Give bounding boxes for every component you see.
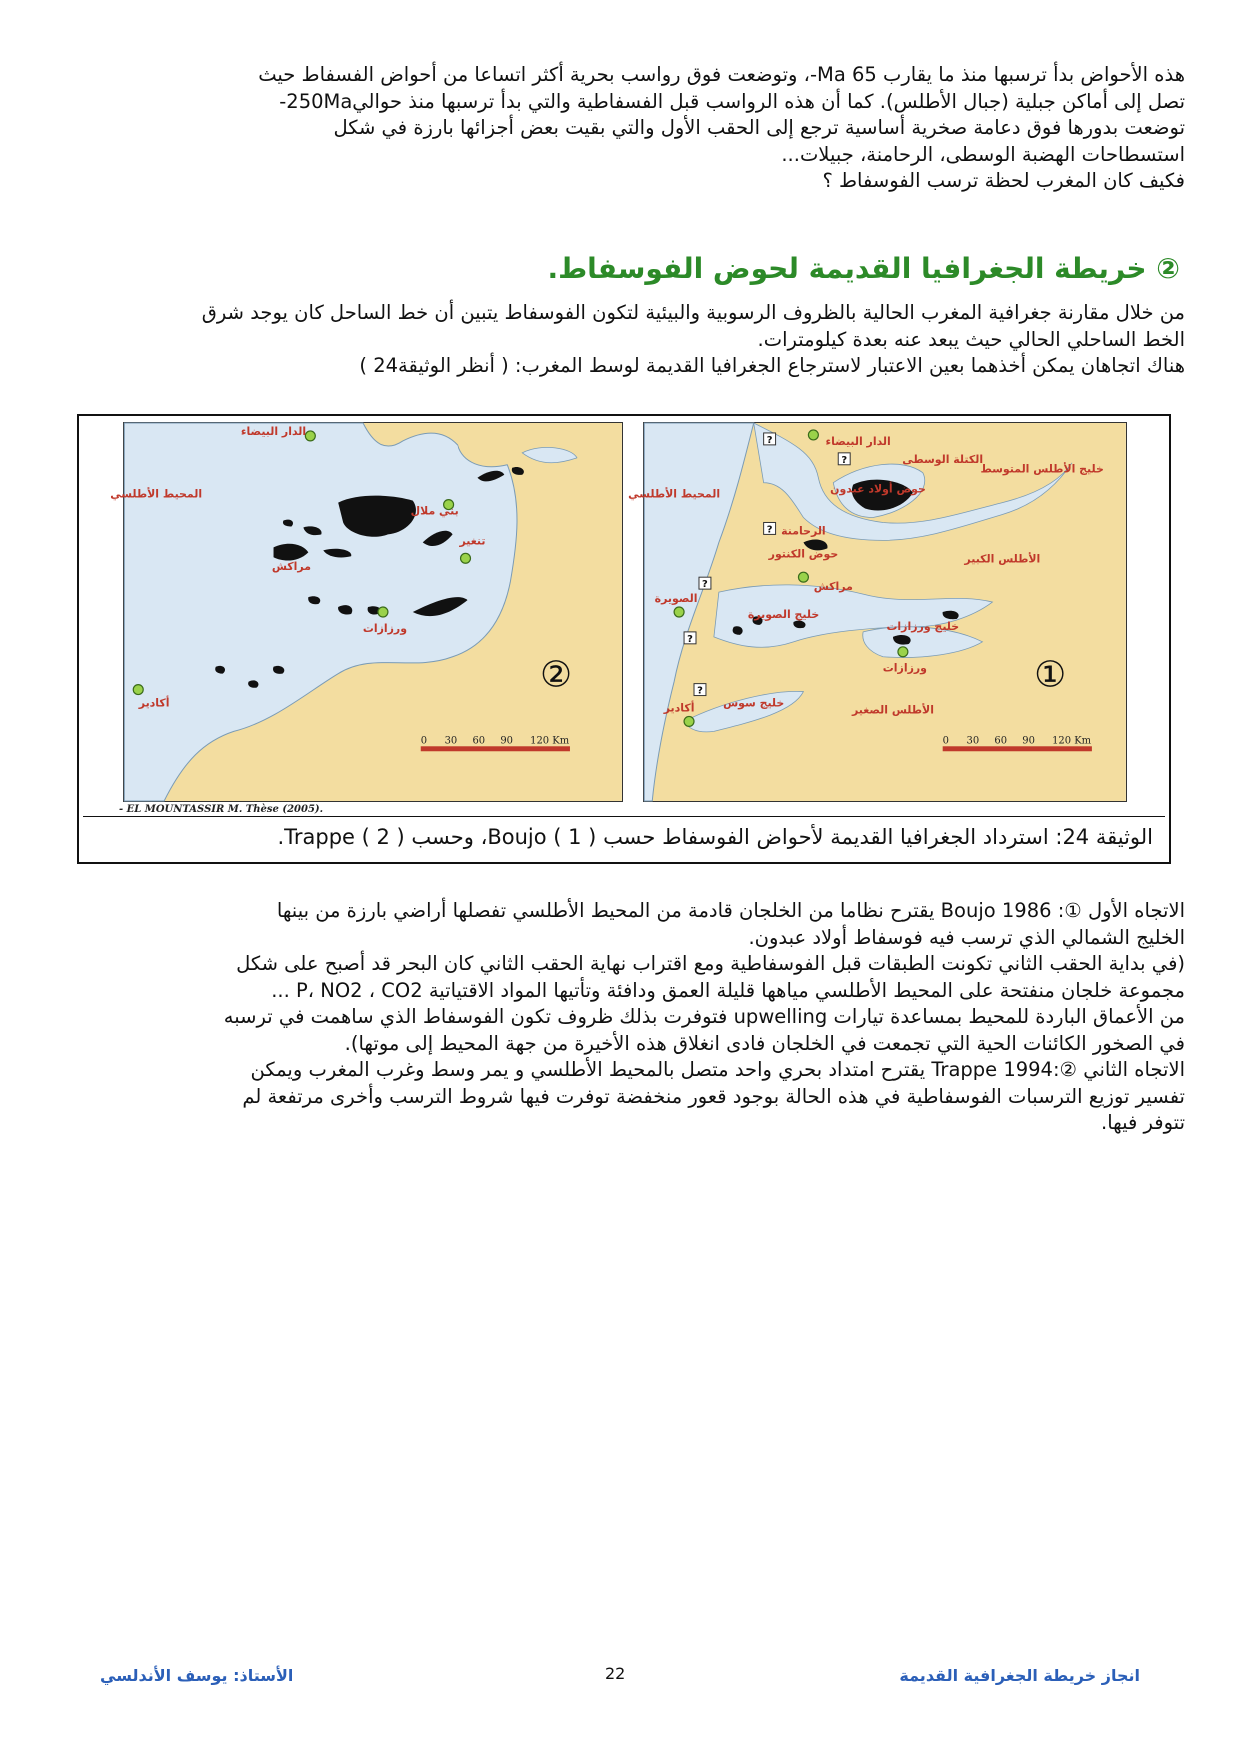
section-line: هناك اتجاهان يمكن أخذهما بعين الاعتبار لاسترجاع الجغرافيا القديمة لوسط المغرب: ( أنظر الوثيقة24 ) <box>359 354 1185 377</box>
question-mark: ? <box>702 579 708 591</box>
label-atlantic: المحيط الأطلسي <box>110 487 203 501</box>
scale-tick: 120 Km <box>530 735 570 747</box>
label-ouarzazate: ورزازات <box>882 661 927 675</box>
discussion-line: الخليج الشمالي الذي ترسب فيه فوسفاط أولاد عبدون. <box>748 925 1185 949</box>
intro-paragraph <box>55 62 1185 195</box>
label-marrakech: مراكش <box>271 560 312 574</box>
scale-tick: 0 <box>420 735 428 747</box>
label-agadir: أكادير <box>663 701 695 715</box>
city-dot-agadir <box>684 716 694 726</box>
scale-tick: 60 <box>472 735 486 747</box>
label-souss-gulf: خليج سوس <box>723 696 785 710</box>
discussion-line: من الأعماق الباردة للمحيط بمساعدة تيارات upwelling فتوفرت بذلك ظروف تكون الفوسفاط الذي ساهمت في ترسبه <box>223 1005 1185 1028</box>
city-dot-tinghir <box>461 553 471 563</box>
discussion-line: في الصخور الكائنات الحية التي تجمعت في الخلجان فادى انغلاق هذه الأخيرة من جهة المحيط إلى موتها). <box>344 1031 1185 1055</box>
label-tinghir: تنغير <box>459 534 486 548</box>
label-ouarzazate-gulf: خليج ورزازات <box>886 619 960 633</box>
discussion-line: (في بداية الحقب الثاني تكونت الطبقات قبل الفوسفاطية ومع اقتراب نهاية الحقب الثاني كان البحر قد أصبح على شكل <box>236 952 1185 975</box>
label-rehamna: الرحامنة <box>781 524 826 538</box>
label-central-massif: الكتلة الوسطى <box>902 452 984 466</box>
map-trappe-drawing <box>110 423 622 801</box>
scale-tick: 120 Km <box>1052 735 1092 747</box>
intro-question: فكيف كان المغرب لحظة ترسب الفوسفاط ؟ <box>822 169 1185 192</box>
intro-line: استسطاحات الهضبة الوسطى، الرحامنة، جبيلات... <box>781 142 1185 166</box>
intro-line: توضعت بدورها فوق دعامة صخرية أساسية ترجع إلى الحقب الأول والتي بقيت بعض أجزائها بارزة في شكل <box>333 116 1185 139</box>
question-mark: ? <box>841 454 848 466</box>
label-essaouira-gulf: خليج الصويرة <box>747 607 820 621</box>
question-mark: ? <box>766 524 773 536</box>
scale-bar-fill <box>943 746 1092 751</box>
scale-tick: 30 <box>444 735 458 747</box>
label-anti-atlas: الأطلس الصغير <box>851 703 934 717</box>
discussion-paragraph <box>55 898 1185 1137</box>
label-casablanca: الدار البيضاء <box>825 434 891 448</box>
intro-line: تصل إلى أماكن جبلية (جبال الأطلس). كما أن هذه الرواسب قبل الفسفاطية والتي بدأ ترسبها منذ حوالي250Ma- <box>279 89 1185 113</box>
figure-credit: - EL MOUNTASSIR M. Thèse (2005). <box>119 804 324 815</box>
scale-bar-fill <box>421 746 570 751</box>
footer-title: انجاز خريطة الجغرافية القديمة <box>899 1666 1140 1685</box>
city-dot-casablanca <box>305 431 315 441</box>
section-line: من خلال مقارنة جغرافية المغرب الحالية بالظروف الرسوبية والبيئية لتكون الفوسفاط يتبين أن خط الساحل كان يوجد شرق <box>201 301 1185 324</box>
city-dot-agadir <box>133 685 143 695</box>
discussion-line: الاتجاه الأول ①: Boujo 1986 يقترح نظاما من الخلجان قادمة من المحيط الأطلسي تفصلها أراضي بارزة من بينها <box>276 899 1185 922</box>
discussion-line: مجموعة خلجان منفتحة على المحيط الأطلسي مياهها قليلة العمق ودافئة وتأتيها المواد الاقتياتية P، NO2 ، CO2 ... <box>271 978 1185 1002</box>
document-24-figure <box>77 414 1171 864</box>
footer-author: الأستاذ: يوسف الأندلسي <box>100 1666 294 1685</box>
scale-tick: 90 <box>500 735 513 747</box>
label-ouarzazate: ورزازات <box>362 621 408 635</box>
map-number-2: ② <box>539 654 573 696</box>
scale-tick: 60 <box>994 735 1008 747</box>
scale-tick: 90 <box>1022 735 1035 747</box>
city-dot-ouarzazate <box>378 607 388 617</box>
scale-tick: 30 <box>966 735 980 747</box>
discussion-line: تفسير توزيع الترسبات الفوسفاطية في هذه الحالة بوجود قعور منخفضة توفرت فيها شروط الترسب وأخرى مرتفعة لم <box>242 1084 1185 1108</box>
scale-tick: 0 <box>942 735 950 747</box>
figure-caption: الوثيقة 24: استرداد الجغرافيا القديمة لأحواض الفوسفاط حسب Boujo ( 1 )، وحسب Trappe ( 2 ). <box>277 825 1153 849</box>
city-dot-marrakech <box>798 572 808 582</box>
section-paragraph <box>55 300 1185 380</box>
label-essaouira: الصويرة <box>654 592 698 606</box>
map-boujo-drawing <box>628 423 1126 801</box>
label-gantour: حوض الكنتور <box>768 547 839 561</box>
map-boujo <box>628 422 1127 802</box>
label-ouled-abdoun: حوض أولاد عبدون <box>830 482 926 496</box>
label-agadir: أكادير <box>138 696 170 710</box>
label-atlantic: المحيط الأطلسي <box>628 487 721 501</box>
city-dot-casablanca <box>808 430 818 440</box>
question-mark: ? <box>687 633 693 645</box>
discussion-line: الاتجاه الثاني ②:Trappe 1994 يقترح امتداد بحري واحد متصل بالمحيط الأطلسي و يمر وسط وغرب المغرب ويمكن <box>250 1058 1185 1081</box>
label-middle-atlas-gulf: خليج الأطلس المتوسط <box>980 462 1104 476</box>
city-dot-essaouira <box>674 607 684 617</box>
page-number: 22 <box>605 1664 626 1683</box>
label-marrakech: مراكش <box>813 580 853 594</box>
map-number-1: ① <box>1034 654 1067 696</box>
intro-line: هذه الأحواض بدأ ترسبها منذ ما يقارب 65 Ma-، وتوضعت فوق رواسب بحرية أكثر اتساعا من أحواض الفسفاط حيث <box>258 63 1185 86</box>
label-casablanca: الدار البيضاء <box>240 424 307 438</box>
map-trappe <box>110 422 623 802</box>
section-title: ② خريطة الجغرافيا القديمة لحوض الفوسفاط. <box>547 252 1180 285</box>
discussion-line: تتوفر فيها. <box>1101 1111 1185 1134</box>
question-mark: ? <box>766 434 773 446</box>
question-mark: ? <box>697 685 703 697</box>
label-beni-mellal: بني ملال <box>410 504 459 518</box>
section-line: الخط الساحلي الحالي حيث يبعد عنه بعدة كيلومترات. <box>757 327 1185 351</box>
figure-caption-box <box>83 816 1165 859</box>
label-high-atlas: الأطلس الكبير <box>964 552 1041 566</box>
city-dot-ouarzazate <box>898 647 908 657</box>
